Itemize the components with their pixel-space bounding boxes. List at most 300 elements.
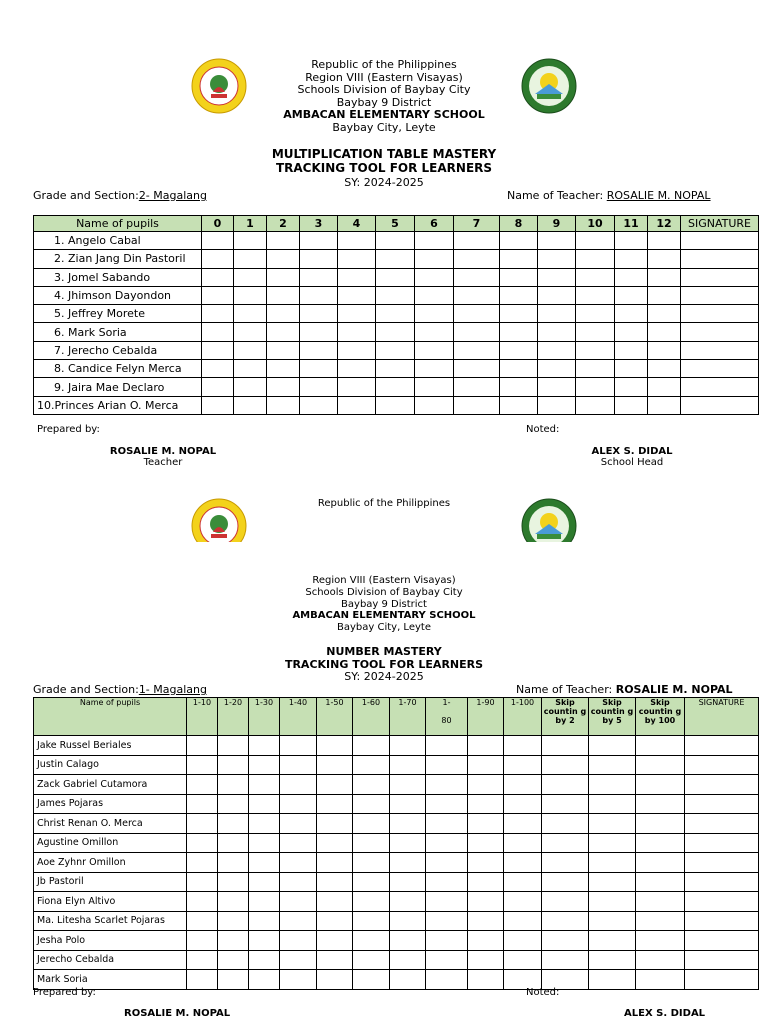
mark-cell[interactable] [589, 931, 636, 951]
mark-cell[interactable] [234, 286, 267, 304]
mark-cell[interactable] [468, 911, 504, 931]
mark-cell[interactable] [468, 892, 504, 912]
mark-cell[interactable] [504, 736, 542, 756]
mark-cell[interactable] [454, 286, 500, 304]
mark-cell[interactable] [218, 853, 249, 873]
mark-cell[interactable] [615, 268, 648, 286]
mark-cell[interactable] [538, 250, 576, 268]
mark-cell[interactable] [390, 931, 426, 951]
mark-cell[interactable] [542, 833, 589, 853]
mark-cell[interactable] [648, 378, 681, 396]
mark-cell[interactable] [538, 305, 576, 323]
mark-cell[interactable] [202, 360, 234, 378]
mark-cell[interactable] [415, 305, 454, 323]
mark-cell[interactable] [538, 341, 576, 359]
mark-cell[interactable] [589, 950, 636, 970]
mark-cell[interactable] [500, 232, 538, 250]
mark-cell[interactable] [589, 736, 636, 756]
mark-cell[interactable] [390, 794, 426, 814]
mark-cell[interactable] [249, 970, 280, 990]
signature-cell[interactable] [681, 378, 759, 396]
mark-cell[interactable] [415, 250, 454, 268]
mark-cell[interactable] [615, 305, 648, 323]
mark-cell[interactable] [376, 378, 415, 396]
mark-cell[interactable] [249, 755, 280, 775]
mark-cell[interactable] [576, 232, 615, 250]
mark-cell[interactable] [576, 250, 615, 268]
signature-cell[interactable] [681, 360, 759, 378]
mark-cell[interactable] [426, 911, 468, 931]
mark-cell[interactable] [338, 268, 376, 286]
mark-cell[interactable] [187, 892, 218, 912]
mark-cell[interactable] [468, 814, 504, 834]
mark-cell[interactable] [187, 970, 218, 990]
mark-cell[interactable] [353, 775, 390, 795]
mark-cell[interactable] [468, 853, 504, 873]
mark-cell[interactable] [636, 872, 685, 892]
mark-cell[interactable] [615, 232, 648, 250]
mark-cell[interactable] [636, 970, 685, 990]
mark-cell[interactable] [636, 775, 685, 795]
mark-cell[interactable] [267, 396, 300, 414]
mark-cell[interactable] [636, 853, 685, 873]
mark-cell[interactable] [454, 232, 500, 250]
mark-cell[interactable] [542, 931, 589, 951]
mark-cell[interactable] [615, 360, 648, 378]
mark-cell[interactable] [468, 950, 504, 970]
mark-cell[interactable] [338, 396, 376, 414]
mark-cell[interactable] [353, 872, 390, 892]
mark-cell[interactable] [576, 378, 615, 396]
mark-cell[interactable] [280, 794, 317, 814]
mark-cell[interactable] [542, 853, 589, 873]
signature-cell[interactable] [685, 833, 759, 853]
mark-cell[interactable] [426, 833, 468, 853]
mark-cell[interactable] [300, 341, 338, 359]
mark-cell[interactable] [317, 833, 353, 853]
signature-cell[interactable] [681, 305, 759, 323]
mark-cell[interactable] [280, 833, 317, 853]
mark-cell[interactable] [576, 341, 615, 359]
signature-cell[interactable] [681, 250, 759, 268]
mark-cell[interactable] [218, 892, 249, 912]
mark-cell[interactable] [415, 360, 454, 378]
mark-cell[interactable] [390, 853, 426, 873]
mark-cell[interactable] [538, 360, 576, 378]
mark-cell[interactable] [280, 931, 317, 951]
mark-cell[interactable] [234, 360, 267, 378]
mark-cell[interactable] [280, 736, 317, 756]
mark-cell[interactable] [426, 853, 468, 873]
mark-cell[interactable] [267, 360, 300, 378]
mark-cell[interactable] [504, 950, 542, 970]
mark-cell[interactable] [353, 911, 390, 931]
mark-cell[interactable] [249, 931, 280, 951]
mark-cell[interactable] [615, 286, 648, 304]
mark-cell[interactable] [426, 872, 468, 892]
mark-cell[interactable] [589, 755, 636, 775]
mark-cell[interactable] [218, 950, 249, 970]
mark-cell[interactable] [504, 814, 542, 834]
mark-cell[interactable] [317, 755, 353, 775]
mark-cell[interactable] [468, 736, 504, 756]
mark-cell[interactable] [249, 833, 280, 853]
mark-cell[interactable] [615, 323, 648, 341]
mark-cell[interactable] [636, 950, 685, 970]
mark-cell[interactable] [353, 755, 390, 775]
mark-cell[interactable] [576, 268, 615, 286]
signature-cell[interactable] [685, 872, 759, 892]
mark-cell[interactable] [249, 814, 280, 834]
mark-cell[interactable] [280, 755, 317, 775]
mark-cell[interactable] [454, 378, 500, 396]
mark-cell[interactable] [426, 736, 468, 756]
mark-cell[interactable] [218, 794, 249, 814]
mark-cell[interactable] [500, 323, 538, 341]
mark-cell[interactable] [468, 872, 504, 892]
mark-cell[interactable] [468, 970, 504, 990]
mark-cell[interactable] [353, 853, 390, 873]
signature-cell[interactable] [685, 794, 759, 814]
mark-cell[interactable] [187, 736, 218, 756]
mark-cell[interactable] [249, 950, 280, 970]
mark-cell[interactable] [542, 736, 589, 756]
mark-cell[interactable] [317, 853, 353, 873]
mark-cell[interactable] [300, 286, 338, 304]
mark-cell[interactable] [376, 323, 415, 341]
mark-cell[interactable] [317, 794, 353, 814]
mark-cell[interactable] [249, 911, 280, 931]
signature-cell[interactable] [681, 323, 759, 341]
mark-cell[interactable] [187, 814, 218, 834]
mark-cell[interactable] [376, 305, 415, 323]
mark-cell[interactable] [187, 775, 218, 795]
mark-cell[interactable] [234, 323, 267, 341]
mark-cell[interactable] [317, 911, 353, 931]
mark-cell[interactable] [300, 250, 338, 268]
mark-cell[interactable] [218, 911, 249, 931]
mark-cell[interactable] [468, 794, 504, 814]
mark-cell[interactable] [415, 268, 454, 286]
mark-cell[interactable] [353, 931, 390, 951]
mark-cell[interactable] [589, 970, 636, 990]
signature-cell[interactable] [685, 911, 759, 931]
mark-cell[interactable] [353, 814, 390, 834]
mark-cell[interactable] [615, 378, 648, 396]
mark-cell[interactable] [648, 360, 681, 378]
mark-cell[interactable] [576, 323, 615, 341]
mark-cell[interactable] [202, 305, 234, 323]
mark-cell[interactable] [576, 286, 615, 304]
mark-cell[interactable] [317, 970, 353, 990]
mark-cell[interactable] [504, 755, 542, 775]
mark-cell[interactable] [234, 305, 267, 323]
mark-cell[interactable] [454, 268, 500, 286]
mark-cell[interactable] [353, 892, 390, 912]
mark-cell[interactable] [636, 892, 685, 912]
mark-cell[interactable] [500, 396, 538, 414]
mark-cell[interactable] [317, 736, 353, 756]
mark-cell[interactable] [426, 950, 468, 970]
mark-cell[interactable] [202, 378, 234, 396]
mark-cell[interactable] [353, 833, 390, 853]
mark-cell[interactable] [454, 360, 500, 378]
mark-cell[interactable] [267, 250, 300, 268]
mark-cell[interactable] [542, 794, 589, 814]
mark-cell[interactable] [504, 853, 542, 873]
mark-cell[interactable] [500, 378, 538, 396]
mark-cell[interactable] [218, 931, 249, 951]
signature-cell[interactable] [685, 931, 759, 951]
mark-cell[interactable] [648, 305, 681, 323]
mark-cell[interactable] [267, 232, 300, 250]
mark-cell[interactable] [390, 872, 426, 892]
mark-cell[interactable] [187, 794, 218, 814]
mark-cell[interactable] [280, 775, 317, 795]
mark-cell[interactable] [576, 360, 615, 378]
mark-cell[interactable] [542, 775, 589, 795]
signature-cell[interactable] [685, 775, 759, 795]
mark-cell[interactable] [504, 794, 542, 814]
mark-cell[interactable] [504, 872, 542, 892]
mark-cell[interactable] [538, 396, 576, 414]
mark-cell[interactable] [317, 931, 353, 951]
mark-cell[interactable] [202, 323, 234, 341]
mark-cell[interactable] [636, 755, 685, 775]
mark-cell[interactable] [338, 232, 376, 250]
mark-cell[interactable] [267, 268, 300, 286]
mark-cell[interactable] [500, 360, 538, 378]
mark-cell[interactable] [415, 378, 454, 396]
mark-cell[interactable] [636, 794, 685, 814]
mark-cell[interactable] [504, 833, 542, 853]
mark-cell[interactable] [202, 268, 234, 286]
mark-cell[interactable] [542, 814, 589, 834]
mark-cell[interactable] [538, 232, 576, 250]
signature-cell[interactable] [685, 970, 759, 990]
mark-cell[interactable] [538, 378, 576, 396]
mark-cell[interactable] [376, 286, 415, 304]
mark-cell[interactable] [280, 911, 317, 931]
mark-cell[interactable] [648, 341, 681, 359]
mark-cell[interactable] [390, 736, 426, 756]
mark-cell[interactable] [615, 341, 648, 359]
signature-cell[interactable] [685, 892, 759, 912]
mark-cell[interactable] [426, 755, 468, 775]
mark-cell[interactable] [538, 323, 576, 341]
mark-cell[interactable] [390, 892, 426, 912]
mark-cell[interactable] [317, 775, 353, 795]
mark-cell[interactable] [280, 814, 317, 834]
mark-cell[interactable] [202, 250, 234, 268]
mark-cell[interactable] [648, 232, 681, 250]
mark-cell[interactable] [317, 814, 353, 834]
mark-cell[interactable] [338, 323, 376, 341]
mark-cell[interactable] [648, 396, 681, 414]
mark-cell[interactable] [218, 775, 249, 795]
mark-cell[interactable] [338, 305, 376, 323]
mark-cell[interactable] [500, 341, 538, 359]
mark-cell[interactable] [280, 892, 317, 912]
mark-cell[interactable] [648, 286, 681, 304]
mark-cell[interactable] [267, 286, 300, 304]
mark-cell[interactable] [426, 931, 468, 951]
mark-cell[interactable] [300, 268, 338, 286]
mark-cell[interactable] [280, 872, 317, 892]
mark-cell[interactable] [500, 286, 538, 304]
mark-cell[interactable] [426, 794, 468, 814]
mark-cell[interactable] [187, 872, 218, 892]
mark-cell[interactable] [542, 950, 589, 970]
signature-cell[interactable] [685, 950, 759, 970]
mark-cell[interactable] [317, 872, 353, 892]
mark-cell[interactable] [468, 931, 504, 951]
mark-cell[interactable] [338, 250, 376, 268]
mark-cell[interactable] [589, 892, 636, 912]
signature-cell[interactable] [681, 268, 759, 286]
mark-cell[interactable] [249, 736, 280, 756]
mark-cell[interactable] [648, 323, 681, 341]
mark-cell[interactable] [468, 755, 504, 775]
mark-cell[interactable] [218, 736, 249, 756]
mark-cell[interactable] [538, 268, 576, 286]
mark-cell[interactable] [376, 341, 415, 359]
mark-cell[interactable] [390, 833, 426, 853]
mark-cell[interactable] [415, 396, 454, 414]
signature-cell[interactable] [681, 286, 759, 304]
mark-cell[interactable] [187, 755, 218, 775]
mark-cell[interactable] [390, 775, 426, 795]
mark-cell[interactable] [390, 950, 426, 970]
mark-cell[interactable] [589, 833, 636, 853]
mark-cell[interactable] [636, 931, 685, 951]
mark-cell[interactable] [338, 360, 376, 378]
mark-cell[interactable] [353, 970, 390, 990]
mark-cell[interactable] [376, 360, 415, 378]
mark-cell[interactable] [589, 853, 636, 873]
mark-cell[interactable] [234, 341, 267, 359]
mark-cell[interactable] [636, 814, 685, 834]
mark-cell[interactable] [218, 833, 249, 853]
mark-cell[interactable] [280, 853, 317, 873]
mark-cell[interactable] [454, 305, 500, 323]
mark-cell[interactable] [454, 396, 500, 414]
mark-cell[interactable] [202, 232, 234, 250]
mark-cell[interactable] [415, 232, 454, 250]
signature-cell[interactable] [685, 853, 759, 873]
mark-cell[interactable] [390, 755, 426, 775]
mark-cell[interactable] [426, 814, 468, 834]
mark-cell[interactable] [468, 775, 504, 795]
mark-cell[interactable] [267, 323, 300, 341]
mark-cell[interactable] [234, 396, 267, 414]
mark-cell[interactable] [454, 341, 500, 359]
mark-cell[interactable] [187, 833, 218, 853]
mark-cell[interactable] [636, 833, 685, 853]
mark-cell[interactable] [249, 872, 280, 892]
mark-cell[interactable] [500, 268, 538, 286]
mark-cell[interactable] [415, 286, 454, 304]
mark-cell[interactable] [376, 232, 415, 250]
mark-cell[interactable] [267, 378, 300, 396]
mark-cell[interactable] [454, 323, 500, 341]
mark-cell[interactable] [300, 323, 338, 341]
mark-cell[interactable] [338, 286, 376, 304]
mark-cell[interactable] [218, 970, 249, 990]
mark-cell[interactable] [218, 814, 249, 834]
mark-cell[interactable] [504, 931, 542, 951]
mark-cell[interactable] [542, 911, 589, 931]
mark-cell[interactable] [376, 268, 415, 286]
mark-cell[interactable] [187, 911, 218, 931]
mark-cell[interactable] [390, 814, 426, 834]
mark-cell[interactable] [589, 814, 636, 834]
signature-cell[interactable] [681, 232, 759, 250]
mark-cell[interactable] [317, 892, 353, 912]
mark-cell[interactable] [426, 892, 468, 912]
mark-cell[interactable] [504, 775, 542, 795]
mark-cell[interactable] [187, 853, 218, 873]
mark-cell[interactable] [390, 970, 426, 990]
mark-cell[interactable] [636, 911, 685, 931]
mark-cell[interactable] [454, 250, 500, 268]
mark-cell[interactable] [234, 268, 267, 286]
mark-cell[interactable] [615, 396, 648, 414]
mark-cell[interactable] [589, 775, 636, 795]
mark-cell[interactable] [542, 755, 589, 775]
signature-cell[interactable] [685, 814, 759, 834]
mark-cell[interactable] [218, 755, 249, 775]
signature-cell[interactable] [681, 396, 759, 414]
mark-cell[interactable] [187, 950, 218, 970]
mark-cell[interactable] [636, 736, 685, 756]
mark-cell[interactable] [202, 341, 234, 359]
mark-cell[interactable] [300, 396, 338, 414]
mark-cell[interactable] [218, 872, 249, 892]
signature-cell[interactable] [685, 736, 759, 756]
mark-cell[interactable] [249, 775, 280, 795]
mark-cell[interactable] [202, 396, 234, 414]
mark-cell[interactable] [353, 736, 390, 756]
mark-cell[interactable] [500, 305, 538, 323]
mark-cell[interactable] [234, 232, 267, 250]
mark-cell[interactable] [187, 931, 218, 951]
mark-cell[interactable] [538, 286, 576, 304]
mark-cell[interactable] [415, 323, 454, 341]
mark-cell[interactable] [589, 794, 636, 814]
mark-cell[interactable] [589, 872, 636, 892]
mark-cell[interactable] [267, 341, 300, 359]
mark-cell[interactable] [338, 341, 376, 359]
mark-cell[interactable] [234, 250, 267, 268]
mark-cell[interactable] [426, 775, 468, 795]
mark-cell[interactable] [415, 341, 454, 359]
mark-cell[interactable] [300, 232, 338, 250]
signature-cell[interactable] [681, 341, 759, 359]
mark-cell[interactable] [249, 794, 280, 814]
mark-cell[interactable] [542, 892, 589, 912]
mark-cell[interactable] [615, 250, 648, 268]
mark-cell[interactable] [468, 833, 504, 853]
mark-cell[interactable] [500, 250, 538, 268]
mark-cell[interactable] [338, 378, 376, 396]
mark-cell[interactable] [376, 250, 415, 268]
mark-cell[interactable] [353, 950, 390, 970]
mark-cell[interactable] [300, 360, 338, 378]
mark-cell[interactable] [353, 794, 390, 814]
mark-cell[interactable] [249, 853, 280, 873]
mark-cell[interactable] [280, 950, 317, 970]
